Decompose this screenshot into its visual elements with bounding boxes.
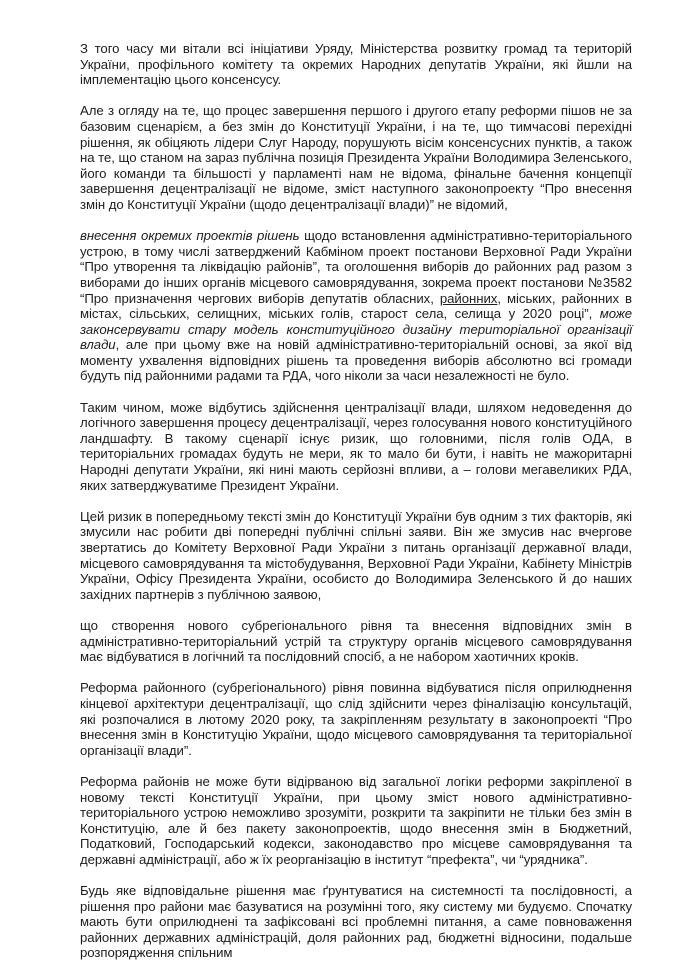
paragraph-responsible-decision: Будь яке відповідальне рішення має ґрунтуватися на системності та послідовності, а рішення про райони має базуватися на розумінні того, яку систему ми будуємо. Спочатку мають бути оприлюднені та зафіксовані всі проблемні питання, а саме повноваження районних державних адміністрацій, доля районних рад, бюджетні відносини, подальше розпорядження спільним: [80, 883, 632, 961]
underlined-word-district: районних: [439, 290, 498, 306]
paragraph-district-reform-logic: Реформа районів не може бути відірваною від загальної логіки реформи закріпленої в новому тексті Конституції України, при цьому зміст нового адміністративно-територіального устрою неможливо зрозуміти, розкрити та закріпити не тільки без змін в Конституцію, але й без пакету законопроектів, щодо внесення змін в Бюджетний, Податковий, Господарський кодекси, законодавство про місцеве самоврядування та державні адміністрації, або ж їх реорганізацію в інститут “префекта”, чи “урядника”.: [80, 773, 632, 867]
paragraph-reform-scenario: Але з огляду на те, що процес завершення першого і другого етапу реформи пішов не за базовим сценарієм, а без змін до Конституції України, і на те, що тимчасові перехідні рішення, як обіцяють лідери Слуг Народу, порушують вісім консенсусних пунктів, а також на те, що станом на зараз публічна позиція Президента України Володимира Зеленського, його команди та більшості у парламенті нам не відома, фінальне бачення концепції завершення децентралізації не відоме, зміст наступного законопроекту “Про внесення змін до Конституції України (щодо децентралізації влади)” не відомий,: [80, 103, 632, 212]
paragraph-subregional-level: що створення нового субрегіонального рівня та внесення відповідних змін в адміністративно-територіальний устрій та структуру органів місцевого самоврядування має відбуватися в логічний та послідовний спосіб, а не набором хаотичних кроків.: [80, 617, 632, 665]
text-segment: , міських, районних в містах, сільських, селищних, міських голів, старост села, селища у 2020 році”,: [80, 290, 632, 322]
text-segment: щодо встановлення адміністративно-територіального устрою, в тому числі затверджений Кабміном проект постанови Верховної Ради України “Про утворення та ліквідацію районів”, та оголошення виборів до районних рад разом з виборами до інших органів місцевого самоврядування, зокрема проект постанови №3582 “Про призначення чергових виборів депутатів обласних,: [80, 228, 632, 306]
paragraph-government-initiatives: З того часу ми вітали всі ініціативи Уряду, Міністерства розвитку громад та територій України, профільного комітету та окремих Народних депутатів України, які йшли на імплементацію цього консенсусу.: [80, 41, 632, 88]
italic-phrase-separate-projects: внесення окремих проектів рішень: [80, 228, 300, 244]
document-page: [80, 41, 632, 977]
italic-phrase-conserve-old-model: може законсервувати стару модель конституційного дизайну територіальної організації влади: [80, 306, 632, 353]
paragraph-centralization-risk: Таким чином, може відбутись здійснення централізації влади, шляхом недоведення до логічного завершення процесу децентралізації, через голосування нового конституційного ландшафту. В такому сценарії існує ризик, що головними, після голів ОДА, в територіальних громадах будуть не мери, як то мало би бути, і навіть не мажоритарні Народні депутати України, які нині мають серйозні впливи, а – голови мегавеликих РДА, яких затверджуватиме Президент України.: [80, 399, 632, 493]
paragraph-public-statements: Цей ризик в попередньому тексті змін до Конституції України був одним з тих факторів, які змусили нас робити дві попередні публічні спільні заяви. Він же змусив нас вчергове звертатись до Комітету Верховної Ради України з питань організації державної влади, місцевого самоврядування та містобудування, Верховної Ради України, Кабінету Міністрів України, Офісу Президента України, особисто до Володимира Зеленського й до наших західних партнерів з публічною заявою,: [80, 508, 632, 602]
text-segment: , але при цьому вже на новій адміністративно-територіальній основі, за якої від моменту ухвалення відповідних рішень та проведення виборів абсолютно всі громади будуть під районними радами та РДА, чого ніколи за часи незалежності не було.: [80, 337, 632, 384]
paragraph-district-reform-timing: Реформа районного (субрегіонального) рівня повинна відбуватися після оприлюднення кінцевої архітектури децентралізації, що слід здійснити через фіналізацію консультацій, які розпочалися в лютому 2020 року, та закріпленням результату в законопроекті “Про внесення змін в Конституцію України, щодо місцевого самоврядування та територіальної організації влади”.: [80, 680, 632, 758]
paragraph-separate-decisions: [80, 228, 632, 384]
